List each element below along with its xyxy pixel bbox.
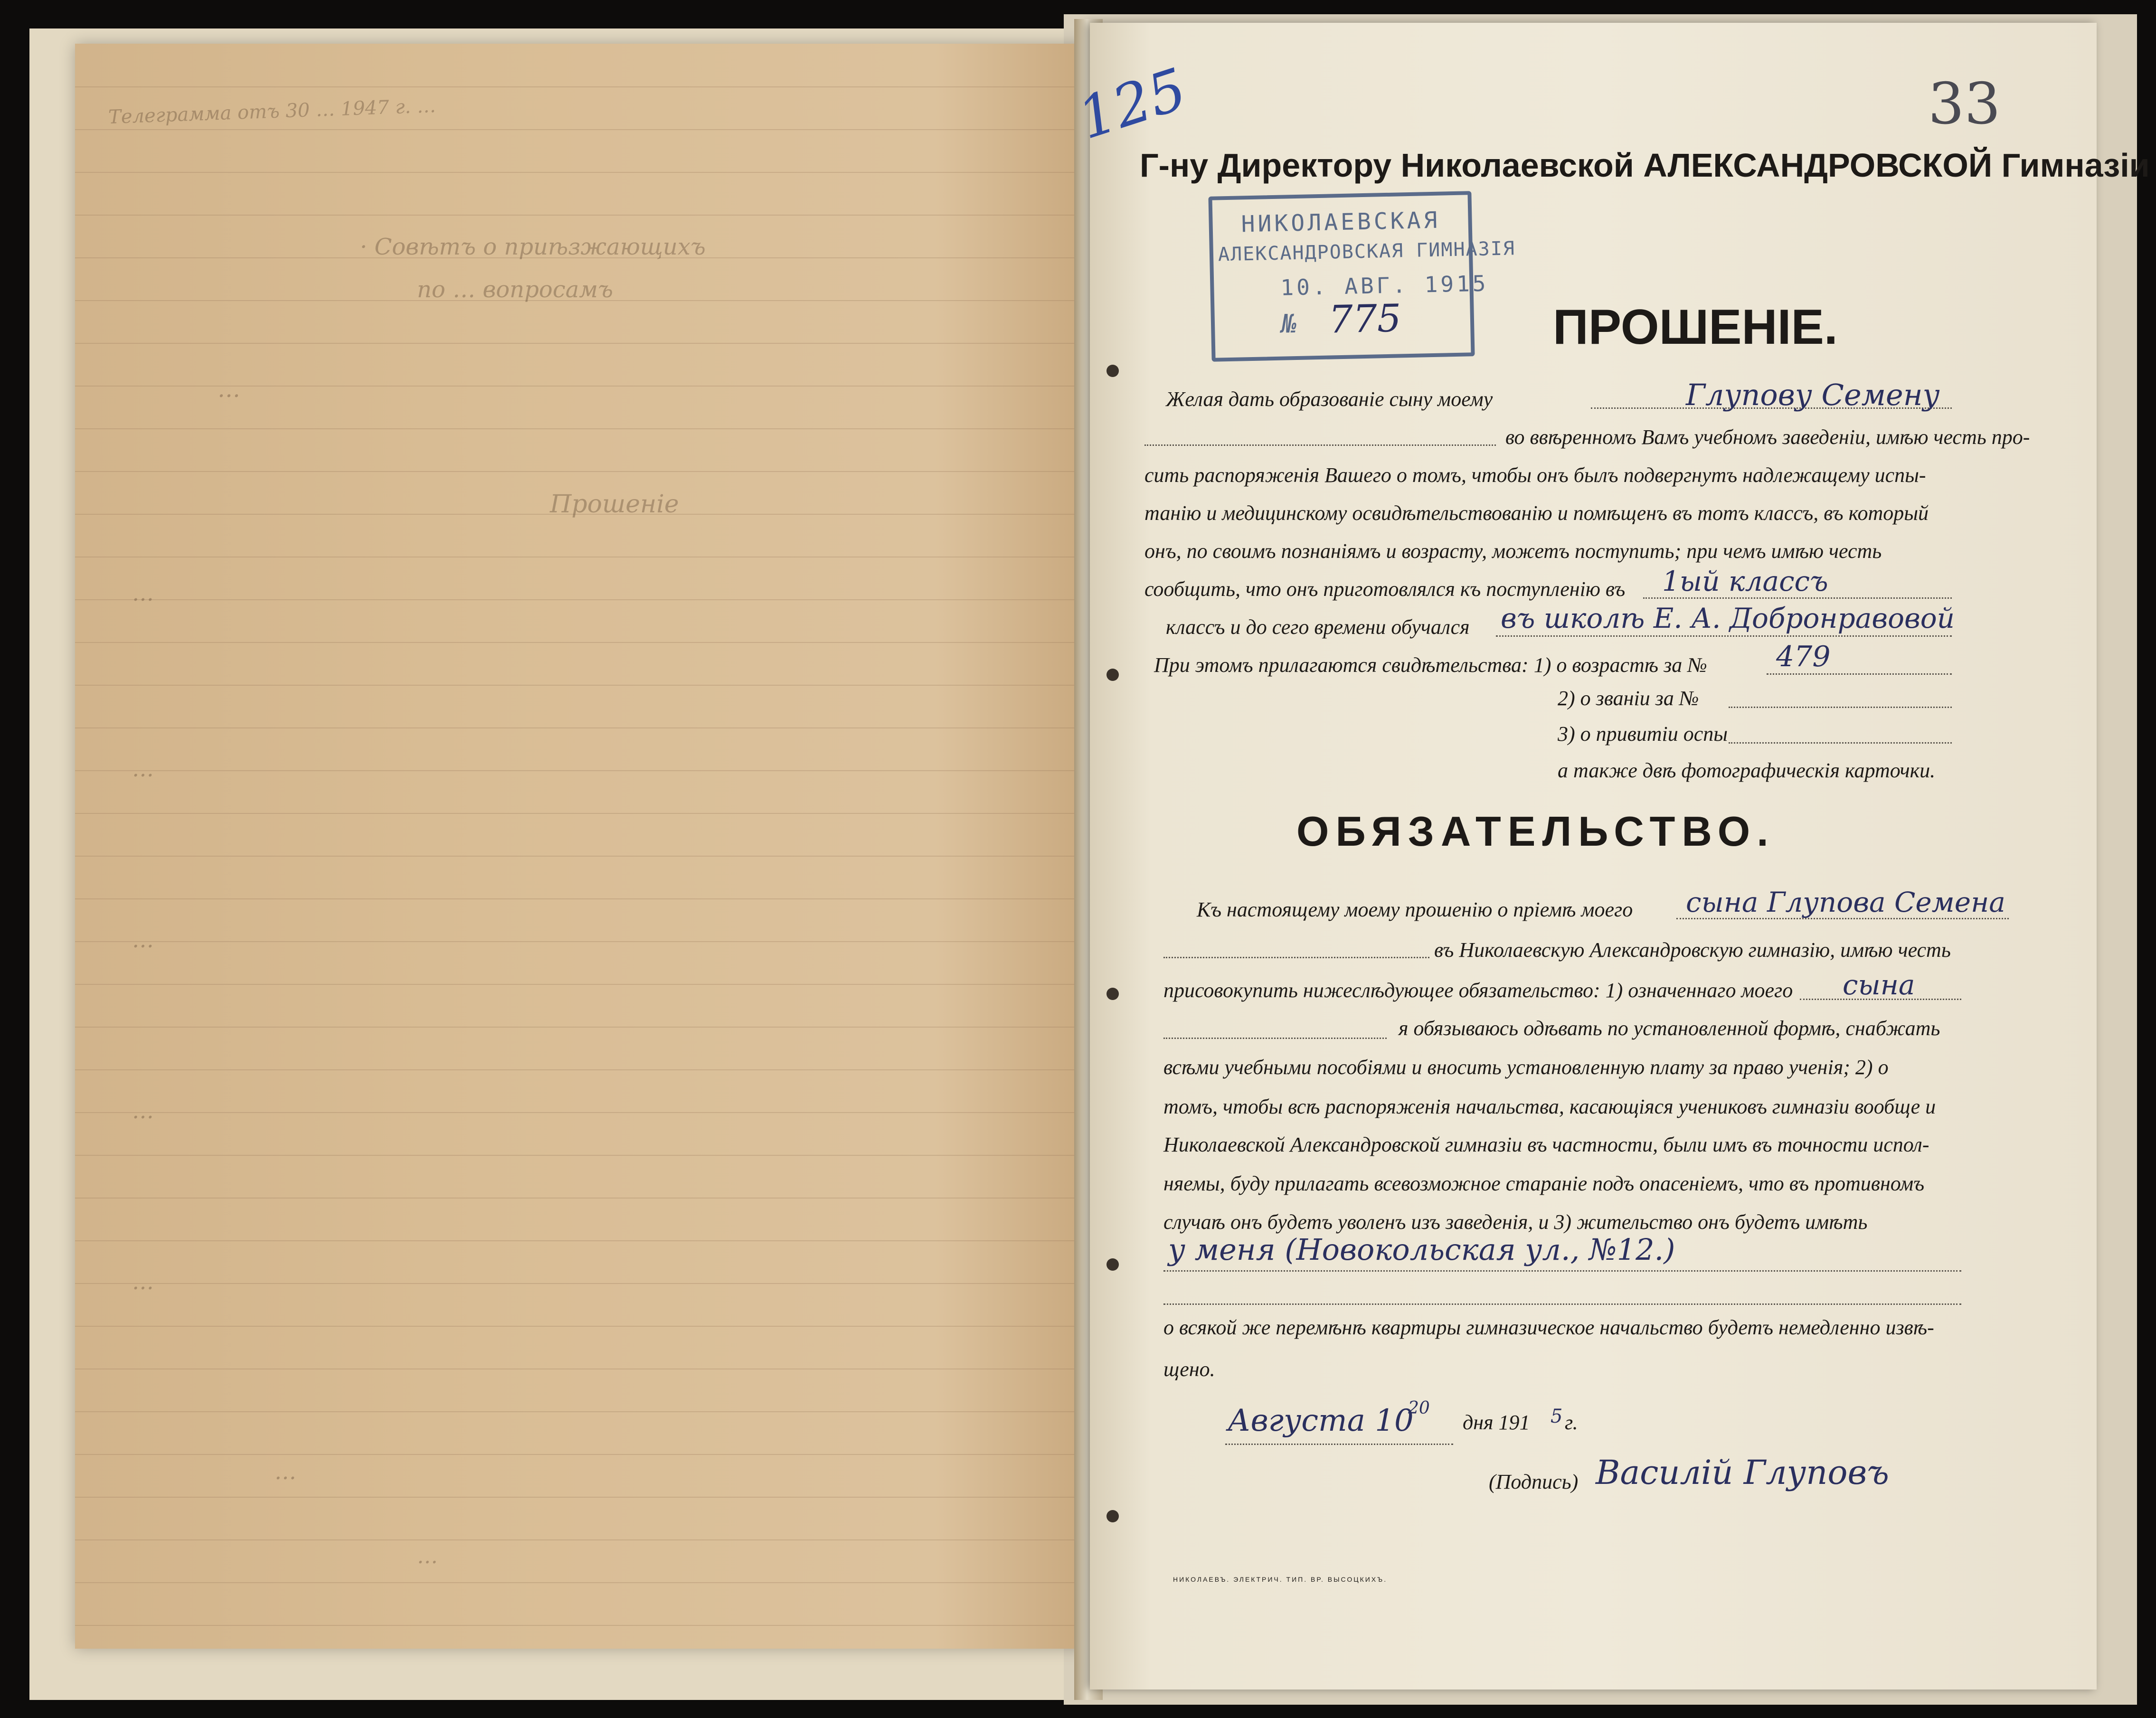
punch-hole bbox=[1106, 1510, 1119, 1522]
fill-line bbox=[1729, 742, 1952, 744]
left-faint-line: … bbox=[132, 756, 154, 782]
left-faint-line: … bbox=[274, 1459, 296, 1484]
punch-hole bbox=[1106, 988, 1119, 1000]
left-faint-heading: Прошеніе bbox=[550, 490, 679, 519]
ruled-line bbox=[75, 642, 1087, 643]
handwritten-date: Августа 10 bbox=[1228, 1403, 1414, 1438]
obligation-line: я обязываюсь одѣвать по установленной формѣ, снабжать bbox=[1399, 1017, 1940, 1040]
obligation-line: Къ настоящему моему прошенію о пріемѣ моего bbox=[1197, 898, 1633, 921]
ruled-line bbox=[75, 1240, 1087, 1241]
ruled-line bbox=[75, 343, 1087, 344]
handwritten-address: у меня (Новокольская ул., №12.) bbox=[1168, 1232, 1675, 1267]
fill-line bbox=[1163, 957, 1429, 958]
handwritten-class: 1ый классъ bbox=[1662, 565, 1828, 597]
stamp-number: 775 bbox=[1328, 296, 1402, 342]
handwritten-son-name: сына Глупова Семена bbox=[1686, 886, 2005, 918]
date-label: г. bbox=[1565, 1411, 1578, 1434]
handwritten-certificate-number: 479 bbox=[1776, 640, 1831, 673]
obligation-line: всѣми учебными пособіями и вносить установленную плату за право ученія; 2) о bbox=[1163, 1056, 1889, 1079]
fill-line bbox=[1767, 673, 1952, 675]
registration-stamp bbox=[1208, 191, 1516, 362]
obligation-line: томъ, чтобы всѣ распоряженія начальства, касающіяся учениковъ гимназіи вообще и bbox=[1163, 1095, 1936, 1118]
folio-number: 33 bbox=[1928, 71, 2001, 137]
petition-line: во ввѣренномъ Вамъ учебномъ заведеніи, имѣю честь про- bbox=[1505, 425, 2030, 449]
title-obligation: ОБЯЗАТЕЛЬСТВО. bbox=[1296, 808, 1775, 855]
fill-line bbox=[1225, 1444, 1453, 1445]
left-faint-line: … bbox=[417, 1544, 438, 1568]
petition-line: 2) о званіи за № bbox=[1558, 687, 1699, 710]
left-faint-line: … bbox=[132, 580, 154, 606]
left-faint-line: … bbox=[132, 927, 154, 953]
left-faint-line: · Совѣтъ о приѣзжающихъ bbox=[360, 234, 706, 260]
punch-hole bbox=[1106, 669, 1119, 681]
ruled-line bbox=[75, 1069, 1087, 1070]
ruled-line bbox=[75, 1112, 1087, 1113]
ruled-line bbox=[75, 1027, 1087, 1028]
ruled-line bbox=[75, 1283, 1087, 1284]
petition-line: классъ и до сего времени обучался bbox=[1166, 615, 1470, 639]
petition-line: При этомъ прилагаются свидѣтельства: 1) о возрастѣ за № bbox=[1154, 653, 1707, 677]
ruled-line bbox=[75, 984, 1087, 985]
ruled-line bbox=[75, 1582, 1087, 1583]
punch-hole bbox=[1106, 1258, 1119, 1271]
fill-line bbox=[1729, 707, 1952, 708]
fill-line bbox=[1643, 597, 1952, 599]
addressee-line: Г-ну Директору Николаевской АЛЕКСАНДРОВСКОЙ Гимназіи bbox=[1140, 147, 2150, 184]
handwritten-date-superscript: 20 bbox=[1408, 1398, 1430, 1418]
ruled-line bbox=[75, 941, 1087, 942]
left-faint-line: по … вопросамъ bbox=[417, 276, 613, 303]
left-top-note: Телеграмма отъ 30 … 1947 г. … bbox=[108, 94, 436, 129]
ruled-line bbox=[75, 1155, 1087, 1156]
petition-line: сить распоряженія Вашего о томъ, чтобы онъ былъ подвергнутъ надлежащему испы- bbox=[1144, 463, 1926, 487]
obligation-line: щено. bbox=[1163, 1358, 1215, 1381]
ruled-line bbox=[75, 898, 1087, 899]
stamp-number-label: № bbox=[1281, 308, 1300, 339]
ruled-line bbox=[75, 727, 1087, 728]
ruled-line bbox=[75, 1326, 1087, 1327]
handwritten-signature: Василій Глуповъ bbox=[1596, 1453, 1889, 1492]
ruled-line bbox=[75, 1539, 1087, 1540]
petition-line: танію и медицинскому освидѣтельствованію и помѣщенъ въ тотъ классъ, въ который bbox=[1144, 501, 1929, 525]
obligation-line: няемы, буду прилагать всевозможное стараніе подъ опасеніемъ, что въ противномъ bbox=[1163, 1172, 1925, 1195]
ruled-line bbox=[75, 770, 1087, 771]
ruled-line bbox=[75, 86, 1087, 87]
ruled-line bbox=[75, 1411, 1087, 1412]
ruled-line bbox=[75, 1198, 1087, 1199]
ruled-line bbox=[75, 172, 1087, 173]
punch-hole bbox=[1106, 365, 1119, 377]
ruled-line bbox=[75, 685, 1087, 686]
ruled-line bbox=[75, 215, 1087, 216]
handwritten-son: сына bbox=[1843, 969, 1915, 1001]
left-faint-line: … bbox=[217, 376, 240, 403]
ruled-line bbox=[75, 428, 1087, 429]
obligation-line: присовокупить нижеслѣдующее обязательство: 1) означеннаго моего bbox=[1163, 979, 1793, 1002]
petition-line: онъ, по своимъ познаніямъ и возрасту, можетъ поступить; при чемъ имѣю честь bbox=[1144, 539, 1882, 563]
fill-line bbox=[1144, 444, 1496, 446]
fill-line bbox=[1163, 1270, 1961, 1272]
fill-line bbox=[1496, 635, 1952, 637]
obligation-line: случаѣ онъ будетъ уволенъ изъ заведенія, и 3) жительство онъ будетъ имѣть bbox=[1163, 1210, 1868, 1234]
petition-line: а также двѣ фотографическія карточки. bbox=[1558, 759, 1936, 782]
left-faint-line: … bbox=[132, 1098, 154, 1123]
left-page bbox=[75, 44, 1087, 1649]
ruled-line bbox=[75, 1497, 1087, 1498]
signature-label: (Подпись) bbox=[1489, 1470, 1579, 1493]
fill-line bbox=[1163, 1038, 1387, 1039]
fill-line bbox=[1163, 1303, 1961, 1305]
ruled-line bbox=[75, 599, 1087, 600]
handwritten-year-digit: 5 bbox=[1551, 1406, 1563, 1427]
ruled-line bbox=[75, 1625, 1087, 1626]
corner-mark: 125 bbox=[1070, 56, 1194, 152]
left-faint-line: … bbox=[132, 1269, 154, 1294]
ruled-line bbox=[75, 471, 1087, 472]
obligation-line: о всякой же перемѣнѣ квартиры гимназическое начальство будетъ немедленно извѣ- bbox=[1163, 1316, 1934, 1339]
petition-line: сообщить, что онъ приготовлялся къ поступленію въ bbox=[1144, 577, 1626, 601]
stamp-line: НИКОЛАЕВСКАЯ bbox=[1241, 207, 1440, 238]
stamp-date: 10. АВГ. 1915 bbox=[1280, 270, 1489, 301]
date-label: дня 191 bbox=[1463, 1411, 1530, 1434]
title-petition: ПРОШЕНІЕ. bbox=[1553, 300, 1838, 355]
obligation-line: Николаевской Александровской гимназіи въ частности, были имъ въ точности испол- bbox=[1163, 1133, 1929, 1156]
stamp-line: АЛЕКСАНДРОВСКАЯ ГИМНАЗІЯ bbox=[1218, 237, 1516, 266]
handwritten-son-name: Глупову Семену bbox=[1686, 378, 1940, 412]
obligation-line: въ Николаевскую Александровскую гимназію, имѣю честь bbox=[1434, 938, 1951, 962]
ruled-line bbox=[75, 813, 1087, 814]
ruled-line bbox=[75, 1454, 1087, 1455]
ruled-line bbox=[75, 129, 1087, 130]
petition-line: Желая дать образованіе сыну моему bbox=[1166, 387, 1493, 411]
ruled-line bbox=[75, 856, 1087, 857]
handwritten-school: въ школѣ Е. А. Добронравовой bbox=[1501, 602, 1955, 634]
petition-line: 3) о привитіи оспы bbox=[1558, 722, 1728, 746]
printer-imprint: НИКОЛАЕВЪ. ЭЛЕКТРИЧ. ТИП. ВР. ВЫСОЦКИХЪ. bbox=[1173, 1576, 1388, 1583]
